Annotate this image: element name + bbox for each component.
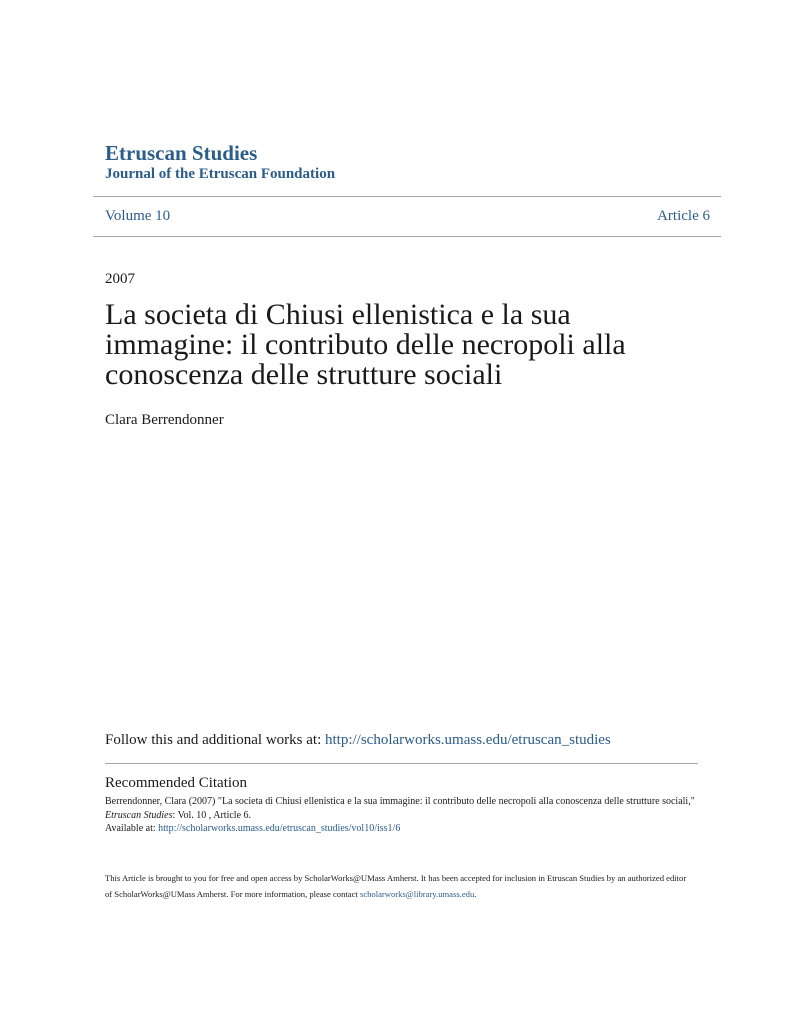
divider-volume bbox=[93, 236, 721, 237]
contact-email-link[interactable]: scholarworks@library.umass.edu bbox=[359, 889, 475, 899]
volume-link[interactable]: Volume 10 bbox=[105, 208, 171, 224]
follow-url-link[interactable]: http://scholarworks.umass.edu/etruscan_studies bbox=[324, 732, 611, 748]
follow-line bbox=[105, 731, 611, 749]
footer-end: . bbox=[474, 889, 477, 899]
available-url-link[interactable]: http://scholarworks.umass.edu/etruscan_studies/vol10/iss1/6 bbox=[158, 823, 401, 834]
journal-subtitle[interactable]: Journal of the Etruscan Foundation bbox=[105, 166, 336, 182]
citation-volume: : Vol. 10 , Article 6. bbox=[172, 809, 252, 821]
footer-notice bbox=[105, 870, 695, 902]
footer-text: This Article is brought to you for free and open access by ScholarWorks@UMass Amherst. It has been accepted for inclusion in Etruscan Studies by an authorized editor of ScholarWorks@UMass Amherst. For more information, please contact bbox=[105, 873, 687, 899]
article-title: La societa di Chiusi ellenistica e la sua immagine: il contributo delle necropoli alla conoscenza delle strutture sociali bbox=[105, 298, 626, 391]
divider-top bbox=[93, 196, 721, 197]
author-name: Clara Berrendonner bbox=[105, 412, 224, 428]
citation-journal: Etruscan Studies bbox=[105, 809, 173, 821]
publication-year: 2007 bbox=[105, 271, 135, 287]
article-link[interactable]: Article 6 bbox=[657, 208, 710, 224]
citation-text: Berrendonner, Clara (2007) "La societa di Chiusi ellenistica e la sua immagine: il contributo delle necropoli alla conoscenza delle strutture sociali," bbox=[105, 796, 695, 807]
journal-title[interactable]: Etruscan Studies bbox=[105, 141, 258, 165]
follow-label: Follow this and additional works at: bbox=[105, 732, 325, 748]
divider-citation bbox=[105, 763, 698, 764]
available-label: Available at: bbox=[105, 823, 159, 834]
citation-heading: Recommended Citation bbox=[105, 775, 248, 791]
citation-body bbox=[105, 795, 695, 836]
